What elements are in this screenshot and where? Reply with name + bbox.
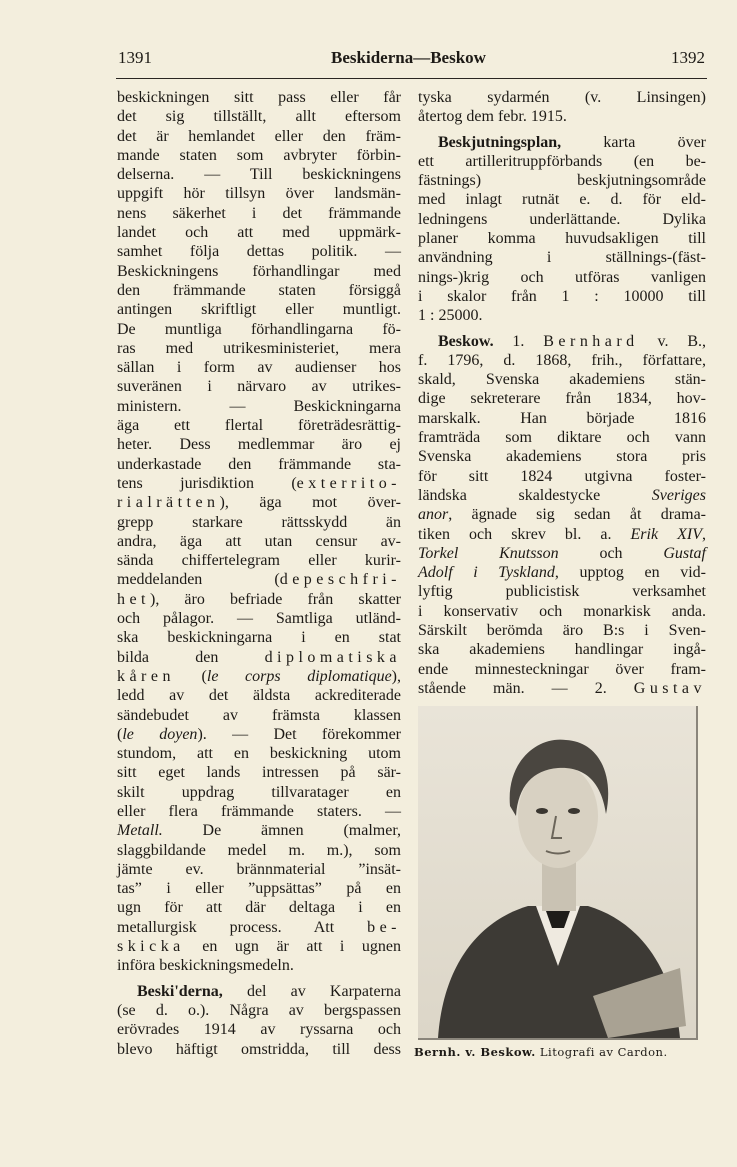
text-line: [117, 860, 401, 879]
text-segment: slaggbildande medel m. m.), som: [117, 841, 401, 859]
text-line: [117, 898, 401, 917]
text-segment: stående män. — 2.: [418, 679, 634, 697]
text-line: [117, 165, 401, 184]
text-line: [117, 744, 401, 763]
text-segment: bilda den: [117, 648, 265, 666]
text-segment: det är hemlandet eller den främ-: [117, 127, 401, 145]
headword: Beskjutningsplan,: [438, 133, 562, 151]
text-line: [117, 300, 401, 319]
text-line: [117, 686, 401, 705]
text-segment: användning i ställnings-(fäst-: [418, 249, 706, 267]
header-rule: [116, 78, 707, 79]
text-line: [418, 428, 706, 447]
paragraph: [418, 88, 706, 127]
text-line: [117, 223, 401, 242]
spaced-text: het: [117, 590, 150, 608]
text-segment: sitt eget lands intressen på sär-: [117, 764, 401, 782]
headword: Beskow.: [438, 332, 494, 350]
text-line: [117, 667, 401, 686]
text-segment: ende minnesteckningar över fram-: [418, 660, 706, 678]
text-segment: (: [117, 725, 123, 743]
text-segment: återtog dem febr. 1915.: [418, 108, 567, 126]
text-line: [117, 127, 401, 146]
text-segment: uppgift hör tillsyn över landsmän-: [117, 185, 401, 203]
figure-caption: [414, 1045, 704, 1059]
text-line: [117, 590, 401, 609]
text-segment: med inlagt rutnät e. d. för eld-: [418, 191, 706, 209]
text-segment: i konservativ och monarkisk anda.: [418, 602, 706, 620]
spaced-text: exterrito-: [296, 474, 401, 492]
text-segment: ett artilleritruppförbands (en be-: [418, 152, 706, 170]
text-segment: det sig tillställt, allt eftersom: [117, 108, 401, 126]
spaced-text: rialrätten: [117, 494, 220, 512]
text-line: [117, 1001, 401, 1020]
text-segment: Svenska akademiens stora pris: [418, 448, 706, 466]
text-line: [418, 389, 706, 408]
text-segment: nens säkerhet i det främmande: [117, 204, 401, 222]
text-line: [117, 88, 401, 107]
text-line: [117, 204, 401, 223]
text-segment: för sitt 1824 utgivna foster-: [418, 467, 706, 485]
text-segment: (: [174, 667, 207, 685]
text-segment: sända chiffertelegram eller kurir-: [117, 552, 401, 570]
text-segment: v. B.,: [638, 332, 706, 350]
text-line: [117, 1020, 401, 1039]
italic-text: anor: [418, 506, 449, 524]
text-segment: 1.: [493, 332, 544, 350]
text-line: [418, 447, 706, 466]
text-line: [418, 210, 706, 229]
text-segment: tiken och skrev bl. a.: [418, 525, 631, 543]
text-segment: f. 1796, d. 1868, frih., författare,: [418, 351, 706, 369]
text-line: [418, 486, 706, 505]
text-line: [117, 609, 401, 628]
italic-text: Torkel Knutsson: [418, 544, 559, 562]
caption-subject: Bernh. v. Beskow.: [414, 1045, 536, 1059]
text-segment: blevo häftigt omstridda, till dess: [117, 1040, 401, 1058]
text-line: [117, 982, 401, 1001]
text-segment: , ägnade sig sedan åt drama-: [448, 506, 706, 524]
text-segment: fästnings) beskjutningsområde: [418, 172, 706, 190]
text-line: [117, 551, 401, 570]
text-line: [117, 918, 401, 937]
text-segment: 1 : 25000.: [418, 307, 483, 325]
text-line: [117, 802, 401, 821]
text-line: [418, 107, 706, 126]
text-segment: planer komma huvudsakligen till: [418, 230, 706, 248]
text-segment: ledningens underlättande. Dylika: [418, 210, 706, 228]
text-line: [117, 648, 401, 667]
text-segment: tyska sydarmén (v. Linsingen): [418, 89, 706, 106]
text-segment: meddelanden (: [117, 571, 280, 589]
text-line: [117, 455, 401, 474]
portrait-lithograph: [418, 706, 698, 1040]
italic-text: Erik XIV: [630, 525, 702, 543]
text-line: [418, 171, 706, 190]
text-segment: beskickningen sitt pass eller får: [117, 89, 401, 106]
text-segment: sällan i form av audienser hos: [117, 359, 401, 377]
text-line: [117, 532, 401, 551]
text-segment: skald, Svenska akademiens stän-: [418, 371, 706, 389]
text-line: [117, 879, 401, 898]
text-segment: mande staten som avbryter förbin-: [117, 146, 401, 164]
text-line: [117, 339, 401, 358]
spaced-text: kåren: [117, 667, 175, 685]
text-segment: ). — Det förekommer: [197, 725, 401, 743]
text-segment: grepp starkare rättsskydd än: [117, 513, 401, 531]
text-line: [418, 621, 706, 640]
text-line: [418, 582, 706, 601]
text-segment: ministern. — Beskickningarna: [117, 397, 401, 415]
text-line: [117, 281, 401, 300]
paragraph: [117, 982, 401, 1059]
text-line: [117, 493, 401, 512]
text-segment: suveränen i närvaro av utrikes-: [117, 378, 401, 396]
text-segment: samhet följa dettas politik. —: [117, 243, 401, 261]
text-segment: lyftig publicistisk verksamhet: [418, 583, 706, 601]
text-segment: ledd av det äldsta ackrediterade: [117, 687, 401, 705]
text-segment: tas” i eller ”uppsättas” på en: [117, 880, 401, 898]
text-line: [117, 841, 401, 860]
caption-credit: Litografi av Cardon.: [535, 1045, 668, 1059]
text-line: [418, 505, 706, 524]
text-segment: ), äro befriade från skatter: [150, 590, 401, 608]
text-line: [117, 107, 401, 126]
spaced-text: be-: [367, 918, 401, 936]
text-line: [117, 146, 401, 165]
right-column: [418, 88, 706, 698]
text-segment: eller flera främmande staters. —: [117, 802, 401, 820]
text-line: [117, 435, 401, 454]
text-segment: ländska skaldestycke: [418, 486, 652, 504]
text-segment: stundom, att en beskickning utom: [117, 745, 401, 763]
headword: Beski'derna,: [137, 982, 223, 1000]
text-line: [418, 190, 706, 209]
text-line: [117, 570, 401, 589]
paragraph: [418, 332, 706, 699]
text-segment: tens jurisdiktion (: [117, 474, 297, 492]
text-line: [117, 725, 401, 744]
text-segment: sändebudet av främsta klassen: [117, 706, 401, 724]
paragraph: [117, 88, 401, 976]
italic-text: Gustaf: [663, 544, 706, 562]
text-line: [117, 513, 401, 532]
text-segment: landet och att med uppmärk-: [117, 224, 401, 242]
text-line: [117, 397, 401, 416]
text-segment: underkastade den främmande sta-: [117, 455, 401, 473]
text-line: [418, 563, 706, 582]
text-line: [117, 628, 401, 647]
text-line: [117, 184, 401, 203]
spaced-text: depeschfri-: [279, 571, 401, 589]
text-line: [117, 783, 401, 802]
text-segment: De ämnen (malmer,: [162, 822, 401, 840]
text-line: [117, 377, 401, 396]
running-title: Beskiderna—Beskow: [331, 48, 486, 67]
text-line: [418, 525, 706, 544]
text-line: [117, 242, 401, 261]
text-segment: skilt uppdrag tillvaratager en: [117, 783, 401, 801]
text-line: [117, 821, 401, 840]
text-line: [418, 640, 706, 659]
italic-text: Metall.: [117, 822, 163, 840]
text-line: [418, 679, 706, 698]
text-segment: ska beskickningarna i en stat: [117, 629, 401, 647]
spaced-text: Gustav: [633, 679, 706, 697]
text-line: [117, 474, 401, 493]
page-number-right: 1392: [671, 48, 705, 67]
text-line: [117, 706, 401, 725]
text-segment: Beskickningens förhandlingar med: [117, 262, 401, 280]
text-segment: Särskilt berömda äro B:s i Sven-: [418, 622, 706, 640]
text-line: [117, 262, 401, 281]
text-segment: äga ett flertal företrädesrättig-: [117, 417, 401, 435]
text-line: [117, 763, 401, 782]
text-segment: införa beskickningsmedeln.: [117, 957, 294, 975]
text-segment: del av Karpaterna: [222, 982, 401, 1000]
text-line: [418, 467, 706, 486]
text-line: [418, 602, 706, 621]
text-segment: delserna. — Till beskickningens: [117, 166, 401, 184]
text-line: [418, 248, 706, 267]
text-line: [418, 133, 706, 152]
spaced-text: Bernhard: [543, 332, 639, 350]
text-segment: heter. Dess medlemmar äro ej: [117, 436, 401, 454]
text-line: [418, 287, 706, 306]
text-line: [117, 320, 401, 339]
spaced-text: diplomatiska: [264, 648, 401, 666]
italic-text: Sveriges: [651, 486, 706, 504]
spaced-text: skicka: [117, 938, 185, 956]
text-line: [418, 544, 706, 563]
text-line: [117, 416, 401, 435]
text-line: [117, 1040, 401, 1059]
text-line: [418, 229, 706, 248]
text-line: [418, 370, 706, 389]
italic-text: Adolf i Tyskland: [418, 564, 555, 582]
text-line: [418, 409, 706, 428]
text-line: [418, 268, 706, 287]
left-column: [117, 88, 401, 1059]
italic-text: le doyen: [122, 725, 198, 743]
text-line: [117, 956, 401, 975]
text-line: [117, 937, 401, 956]
text-segment: och pålagor. — Samtliga utländ-: [117, 610, 401, 628]
text-line: [418, 152, 706, 171]
text-segment: en ugn är att i ugnen: [184, 938, 401, 956]
text-segment: (se d. o.). Några av bergspassen: [117, 1001, 401, 1019]
portrait-illustration: [418, 706, 696, 1038]
text-line: [418, 351, 706, 370]
text-segment: dige sekreterare från 1834, hov-: [418, 390, 706, 408]
text-segment: och: [558, 544, 664, 562]
text-segment: ,: [702, 525, 706, 543]
text-segment: nings-)krig och utföras vanligen: [418, 268, 706, 286]
paragraph: [418, 133, 706, 326]
text-line: [418, 660, 706, 679]
text-segment: marskalk. Han började 1816: [418, 409, 706, 427]
text-segment: erövrades 1914 av ryssarna och: [117, 1021, 401, 1039]
italic-text: le corps diplomatique: [206, 667, 392, 685]
text-segment: De muntliga förhandlingarna fö-: [117, 320, 401, 338]
text-segment: jämte ev. brännmaterial ”insät-: [117, 860, 401, 878]
text-segment: framträda som diktare och vann: [418, 429, 706, 447]
text-segment: ras med utrikesministeriet, mera: [117, 339, 401, 357]
text-segment: ),: [391, 667, 401, 685]
text-line: [418, 332, 706, 351]
text-segment: , upptog en vid-: [554, 564, 706, 582]
text-segment: i skalor från 1 : 10000 till: [418, 287, 706, 305]
text-line: [117, 358, 401, 377]
text-segment: ska akademiens handlingar ingå-: [418, 641, 706, 659]
text-segment: metallurgisk process. Att: [117, 918, 368, 936]
text-segment: antingen skriftligt eller muntligt.: [117, 301, 401, 319]
text-segment: andra, äga att utan censur av-: [117, 532, 401, 550]
page-number-left: 1391: [118, 48, 152, 67]
text-line: [418, 306, 706, 325]
text-segment: ), äga mot över-: [219, 494, 401, 512]
text-segment: den främmande staten försiggå: [117, 281, 401, 299]
text-segment: karta över: [561, 133, 706, 151]
text-line: [418, 88, 706, 107]
text-segment: ugn för att där deltaga i en: [117, 899, 401, 917]
